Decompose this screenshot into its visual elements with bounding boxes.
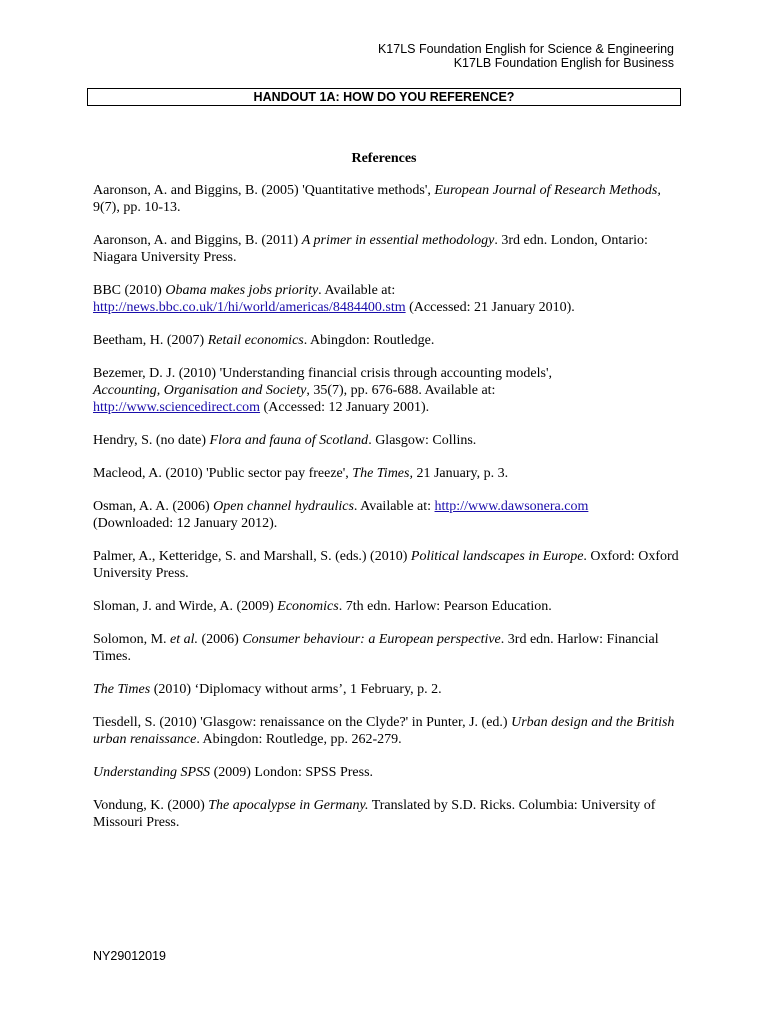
reference-entry: BBC (2010) Obama makes jobs priority. Available at: http://news.bbc.co.uk/1/hi/world/americas/8484400.stm (Accessed: 21 January 2010). [93,283,575,315]
reference-entry: Hendry, S. (no date) Flora and fauna of Scotland. Glasgow: Collins. [93,433,477,448]
reference-entry: Aaronson, A. and Biggins, B. (2005) 'Quantitative methods', European Journal of Research Methods, 9(7), pp. 10-13. [93,183,661,215]
references-heading: References [351,151,417,166]
reference-link[interactable]: http://www.dawsonera.com [434,499,589,514]
header-course-2: K17LB Foundation English for Business [453,56,674,70]
reference-entry: Bezemer, D. J. (2010) 'Understanding financial crisis through accounting models', Accounting, Organisation and Society, 35(7), pp. 676-688. Available at: http://www.sciencedirect.com (Accessed: 12 January 2001). [93,366,552,415]
reference-entry: Palmer, A., Ketteridge, S. and Marshall, S. (eds.) (2010) Political landscapes in Europe. Oxford: Oxford University Press. [93,549,679,581]
reference-entry: Osman, A. A. (2006) Open channel hydraulics. Available at: http://www.dawsonera.com (Downloaded: 12 January 2012). [93,499,589,531]
reference-entry: Solomon, M. et al. (2006) Consumer behaviour: a European perspective. 3rd edn. Harlow: Financial Times. [93,632,659,664]
document-header [378,42,674,70]
reference-entry: Tiesdell, S. (2010) 'Glasgow: renaissance on the Clyde?' in Punter, J. (ed.) Urban design and the British urban renaissance. Abingdon: Routledge, pp. 262-279. [93,715,675,747]
reference-entry: Macleod, A. (2010) 'Public sector pay freeze', The Times, 21 January, p. 3. [93,466,509,481]
document-code: NY29012019 [93,949,166,963]
reference-entry: Sloman, J. and Wirde, A. (2009) Economics. 7th edn. Harlow: Pearson Education. [93,599,552,614]
reference-entry: Aaronson, A. and Biggins, B. (2011) A primer in essential methodology. 3rd edn. London, Ontario: Niagara University Press. [93,233,648,265]
reference-entry: Vondung, K. (2000) The apocalypse in Germany. Translated by S.D. Ricks. Columbia: University of Missouri Press. [93,798,656,830]
reference-link[interactable]: http://news.bbc.co.uk/1/hi/world/americas/8484400.stm [93,300,406,315]
handout-title: HANDOUT 1A: HOW DO YOU REFERENCE? [87,88,681,106]
reference-link[interactable]: http://www.sciencedirect.com [93,400,261,415]
header-course-1: K17LS Foundation English for Science & Engineering [377,42,674,56]
references-list [93,182,683,847]
reference-entry: Understanding SPSS (2009) London: SPSS Press. [93,765,374,780]
reference-entry: The Times (2010) ‘Diplomacy without arms’, 1 February, p. 2. [93,682,442,697]
reference-entry: Beetham, H. (2007) Retail economics. Abingdon: Routledge. [93,333,435,348]
